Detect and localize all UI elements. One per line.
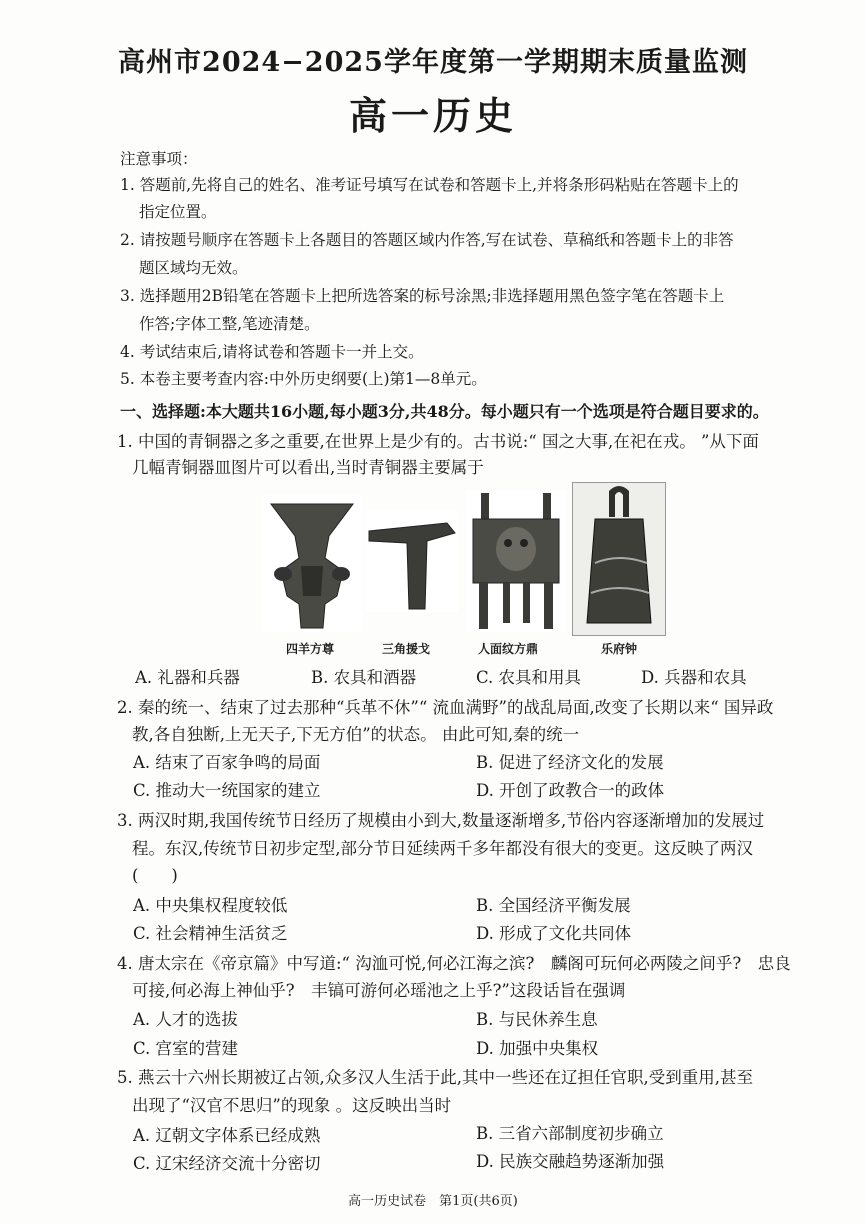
- bronze-zun-image: [262, 495, 362, 632]
- instruction-2-cont: 题区域均无效。: [139, 259, 248, 277]
- q4-option-b: B. 与民休养生息: [476, 1010, 598, 1029]
- instruction-1: 1. 答题前,先将自己的姓名、准考证号填写在试卷和答题卡上,并将条形码粘贴在答题卡上的: [120, 176, 739, 194]
- q5-option-d: D. 民族交融趋势逐渐加强: [476, 1152, 665, 1171]
- q4-option-d: D. 加强中央集权: [476, 1039, 599, 1058]
- subject-title: 高一历史: [348, 93, 517, 138]
- q3-option-b: B. 全国经济平衡发展: [476, 896, 631, 915]
- instruction-4: 4. 考试结束后,请将试卷和答题卡一并上交。: [120, 343, 424, 361]
- question-4-text: 4. 唐太宗在《帝京篇》中写道:“ 沟洫可悦,何必江海之滨? 麟阁可玩何必两陵之间乎? 忠良: [117, 954, 791, 973]
- question-5-text-cont: 出现了“汉官不思归”的现象 。这反映出当时: [132, 1096, 452, 1115]
- q1-option-b: B. 农具和酒器: [311, 668, 417, 687]
- instruction-2: 2. 请按题号顺序在答题卡上各题目的答题区域内作答,写在试卷、草稿纸和答题卡上的非答: [120, 231, 734, 249]
- instruction-3: 3. 选择题用2B铅笔在答题卡上把所选答案的标号涂黑;非选择题用黑色签字笔在答题卡上: [120, 287, 725, 305]
- question-1-text: 1. 中国的青铜器之多之重要,在世界上是少有的。古书说:“ 国之大事,在祀在戎。 ”从下面: [117, 432, 759, 451]
- bronze-ge-image: [366, 510, 458, 612]
- q2-option-b: B. 促进了经济文化的发展: [476, 753, 664, 772]
- image-caption-4: 乐府钟: [601, 642, 638, 656]
- question-3-text: 3. 两汉时期,我国传统节日经历了规模由小到大,数量逐渐增多,节俗内容逐渐增加的发展过: [117, 811, 765, 830]
- q5-option-c: C. 辽宋经济交流十分密切: [133, 1154, 321, 1173]
- instruction-5: 5. 本卷主要考查内容:中外历史纲要(上)第1—8单元。: [120, 370, 487, 388]
- question-1-text-cont: 几幅青铜器皿图片可以看出,当时青铜器主要属于: [132, 458, 484, 477]
- q4-option-a: A. 人才的选拔: [133, 1010, 238, 1029]
- image-caption-2: 三角援戈: [382, 642, 431, 656]
- q5-option-b: B. 三省六部制度初步确立: [476, 1124, 664, 1143]
- question-5-text: 5. 燕云十六州长期被辽占领,众多汉人生活于此,其中一些还在辽担任官职,受到重用,甚至: [117, 1068, 753, 1087]
- image-caption-3: 人面纹方鼎: [478, 642, 539, 656]
- q1-option-c: C. 农具和用具: [476, 668, 582, 687]
- q3-option-a: A. 中央集权程度较低: [133, 896, 288, 915]
- exam-title: 高州市2024−2025学年度第一学期期末质量监测: [118, 47, 748, 78]
- q2-option-a: A. 结束了百家争鸣的局面: [133, 753, 321, 772]
- question-2-text-cont: 教,各自独断,上无天子,下无方伯”的状态。 由此可知,秦的统一: [132, 725, 580, 744]
- bronze-ding-image: [466, 490, 566, 632]
- instruction-1-cont: 指定位置。: [139, 203, 217, 221]
- q3-option-c: C. 社会精神生活贫乏: [133, 924, 288, 943]
- instructions-heading: 注意事项：: [120, 150, 198, 168]
- q1-option-d: D. 兵器和农具: [641, 668, 747, 687]
- section-heading: 一、选择题:本大题共16小题,每小题3分,共48分。每小题只有一个选项是符合题目要求的。: [120, 402, 769, 421]
- question-4-text-cont: 可接,何必海上神仙乎? 丰镐可游何必瑶池之上乎?”这段话旨在强调: [132, 981, 626, 1000]
- question-2-text: 2. 秦的统一、结束了过去那种“兵革不休”“ 流血满野”的战乱局面,改变了长期以来“ 国异政: [117, 698, 774, 717]
- q3-option-d: D. 形成了文化共同体: [476, 924, 632, 943]
- bronze-bell-image: [572, 482, 666, 636]
- q4-option-c: C. 宫室的营建: [133, 1039, 239, 1058]
- q5-option-a: A. 辽朝文字体系已经成熟: [133, 1126, 321, 1145]
- q2-option-d: D. 开创了政教合一的政体: [476, 781, 665, 800]
- question-3-text-cont: 程。东汉,传统节日初步定型,部分节日延续两千多年都没有很大的变更。这反映了两汉: [132, 839, 753, 858]
- instruction-3-cont: 作答;字体工整,笔迹清楚。: [139, 315, 320, 333]
- image-caption-1: 四羊方尊: [286, 642, 335, 656]
- page-footer: 高一历史试卷 第1页(共6页): [348, 1194, 518, 1209]
- question-3-answer-blank: ( ): [132, 866, 178, 885]
- q1-option-a: A. 礼器和兵器: [135, 668, 240, 687]
- q2-option-c: C. 推动大一统国家的建立: [133, 781, 321, 800]
